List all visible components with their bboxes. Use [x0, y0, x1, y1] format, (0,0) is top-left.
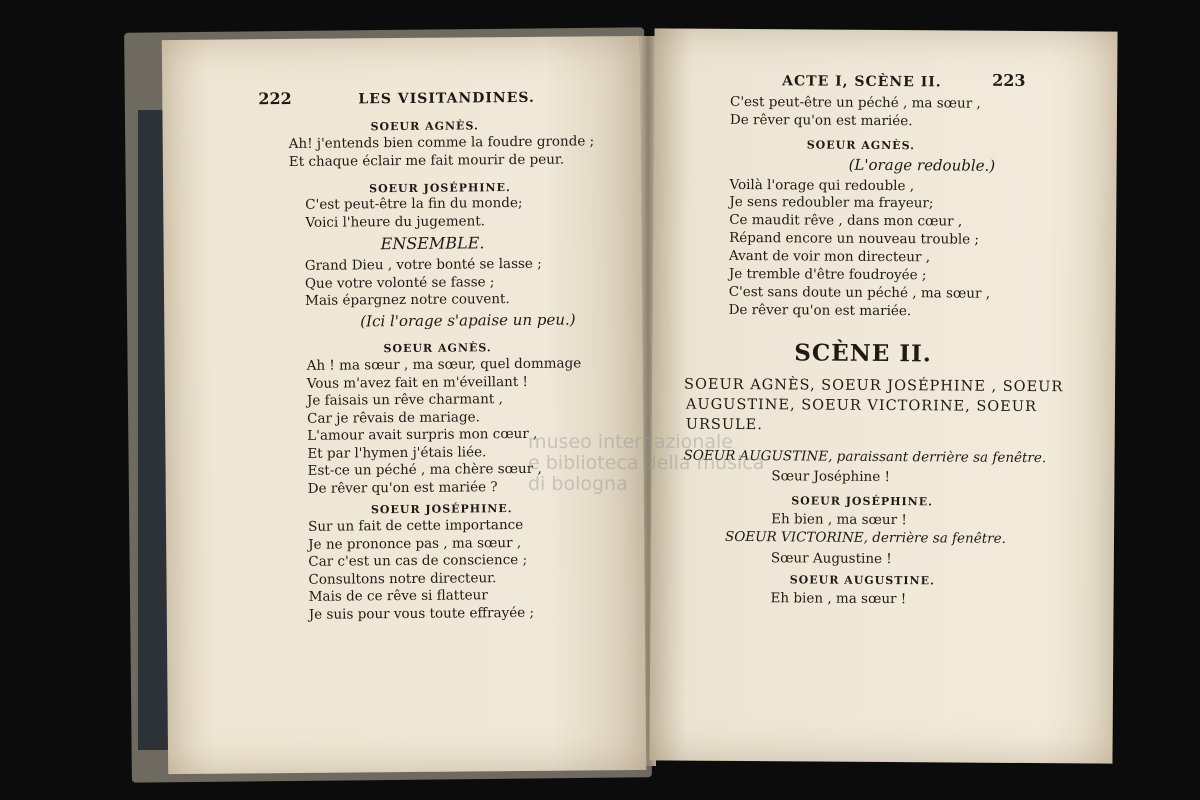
cast-list-line: SOEUR AGNÈS, SOEUR JOSÉPHINE , SOEUR [684, 376, 1064, 396]
scene-title: SCÈNE II. [794, 339, 932, 368]
verse-line: Voici l'heure du jugement. [305, 213, 486, 231]
cast-list-line: URSULE. [685, 416, 763, 434]
verse-line: Je ne prononce pas , ma sœur , [308, 534, 522, 553]
verse-line: De rêver qu'on est mariée ? [307, 479, 498, 497]
verse-line: Consultons notre directeur. [308, 570, 497, 588]
stage-heading: ENSEMBLE. [380, 233, 485, 254]
stage-direction: SOEUR AUGUSTINE, paraissant derrière sa fenêtre. [683, 447, 1047, 467]
watermark-line: museo internazionale [528, 431, 733, 453]
stage-direction: SOEUR VICTORINE, derrière sa fenêtre. [724, 528, 1006, 547]
right-page-number: 223 [992, 70, 1026, 90]
verse-line: C'est peut-être la fin du monde; [305, 194, 523, 213]
verse-line: Je tremble d'être foudroyée ; [728, 265, 927, 284]
verse-line: Est-ce un péché , ma chère sœur , [307, 460, 542, 479]
verse-line: Sur un fait de cette importance [307, 516, 524, 535]
watermark-line: e biblioteca della musica [528, 452, 765, 474]
character-name: SOEUR AGNÈS. [370, 119, 479, 134]
verse-line: C'est peut-être un péché , ma sœur , [729, 93, 981, 112]
verse-line: Ce maudit rêve , dans mon cœur , [729, 211, 963, 230]
verse-line: Je faisais un rêve charmant , [306, 391, 503, 409]
left-page [162, 36, 646, 774]
character-name: SOEUR JOSÉPHINE. [370, 502, 513, 517]
stage-direction: (L'orage redouble.) [848, 155, 996, 175]
left-page-number: 222 [258, 88, 292, 109]
dialogue-line: Eh bien , ma sœur ! [771, 511, 907, 529]
cast-list-line: AUGUSTINE, SOEUR VICTORINE, SOEUR [685, 396, 1037, 416]
verse-line: Et chaque éclair me fait mourir de peur. [288, 151, 565, 170]
character-name: SOEUR JOSÉPHINE. [791, 494, 933, 509]
verse-line: Car c'est un cas de conscience ; [308, 551, 528, 570]
verse-line: Car je rêvais de mariage. [307, 409, 480, 427]
verse-line: Avant de voir mon directeur , [728, 247, 931, 266]
stage-direction: (Ici l'orage s'apaise un peu.) [360, 310, 576, 331]
character-name: SOEUR AGNÈS. [806, 138, 916, 153]
right-page [649, 28, 1117, 763]
verse-line: De rêver qu'on est mariée. [729, 111, 913, 130]
character-name: SOEUR AGNÈS. [383, 341, 492, 356]
verse-line: Et par l'hymen j'étais liée. [307, 444, 487, 462]
verse-line: De rêver qu'on est mariée. [728, 301, 912, 320]
watermark-line: di bologna [528, 473, 628, 495]
library-watermark [528, 432, 764, 495]
right-running-title: ACTE I, SCÈNE II. [782, 73, 942, 91]
verse-line: Mais de ce rêve si flatteur [308, 587, 488, 605]
verse-line: Je sens redoubler ma frayeur; [729, 193, 934, 212]
verse-line: Ah! j'entends bien comme la foudre gronde ; [288, 133, 595, 152]
dialogue-line: Eh bien , ma sœur ! [770, 590, 907, 608]
verse-line: Répand encore un nouveau trouble ; [729, 229, 980, 248]
verse-line: Voilà l'orage qui redouble , [729, 176, 915, 195]
verse-line: Je suis pour vous toute effrayée ; [308, 604, 535, 623]
left-running-title: LES VISITANDINES. [358, 89, 535, 108]
verse-line: Grand Dieu , votre bonté se lasse ; [304, 255, 542, 274]
verse-line: L'amour avait surpris mon cœur , [307, 425, 538, 444]
dialogue-line: Sœur Augustine ! [770, 550, 892, 568]
verse-line: Vous m'avez fait en m'éveillant ! [306, 373, 529, 392]
verse-line: Mais épargnez notre couvent. [305, 291, 510, 309]
dialogue-line: Sœur Joséphine ! [771, 468, 891, 486]
character-name: SOEUR JOSÉPHINE. [369, 181, 511, 196]
verse-line: C'est sans doute un péché , ma sœur , [728, 283, 991, 302]
verse-line: Ah ! ma sœur , ma sœur, quel dommage [306, 355, 582, 374]
character-name: SOEUR AUGUSTINE. [789, 573, 935, 588]
verse-line: Que votre volonté se fasse ; [304, 274, 495, 292]
